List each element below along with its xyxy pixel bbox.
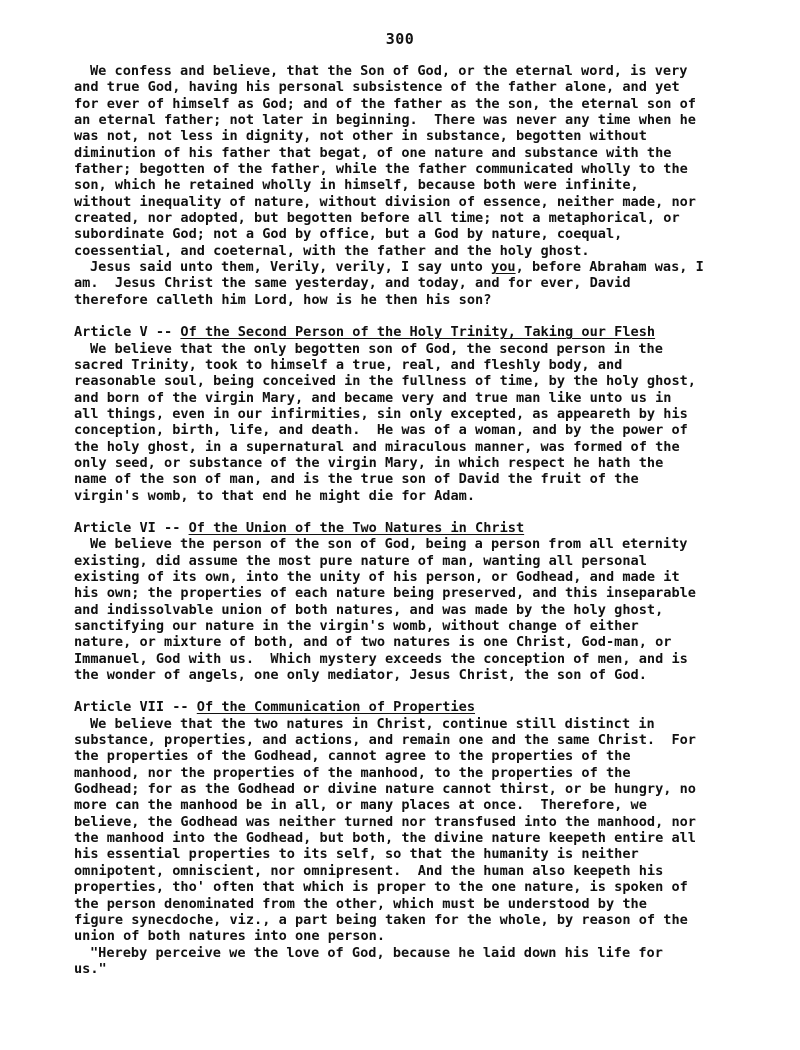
text-line: more can the manhood be in all, or many places at once. Therefore, we bbox=[74, 797, 647, 814]
quote-line: us." bbox=[74, 960, 107, 977]
text-line: am. Jesus Christ the same yesterday, and today, and for ever, David bbox=[74, 275, 631, 292]
page-number: 300 bbox=[385, 30, 415, 48]
text-line: and born of the virgin Mary, and became very and true man like unto us in bbox=[74, 389, 672, 406]
article-heading bbox=[74, 324, 734, 340]
intro-section bbox=[74, 63, 734, 308]
text-line: We confess and believe, that the Son of God, or the eternal word, is very bbox=[90, 63, 688, 79]
text-line: name of the son of man, and is the true son of David the fruit of the bbox=[74, 471, 639, 488]
text-line: the properties of the Godhead, cannot agree to the properties of the bbox=[74, 748, 631, 765]
page-body bbox=[74, 63, 734, 977]
quote-line: "Hereby perceive we the love of God, because he laid down his life for bbox=[90, 944, 663, 961]
text-line: created, nor adopted, but begotten before all time; not a metaphorical, or bbox=[74, 210, 680, 227]
article-prefix: Article V -- bbox=[74, 324, 181, 341]
text-line: We believe the person of the son of God, being a person from all eternity bbox=[90, 536, 688, 553]
text-line: sacred Trinity, took to himself a true, real, and fleshly body, and bbox=[74, 356, 623, 373]
text-line: without inequality of nature, without division of essence, neither made, nor bbox=[74, 193, 696, 210]
article-title: Of the Communication of Properties bbox=[196, 699, 476, 716]
text-line: substance, properties, and actions, and remain one and the same Christ. For bbox=[74, 732, 696, 749]
text-line: omnipotent, omniscient, nor omnipresent. And the human also keepeth his bbox=[74, 862, 664, 879]
text-line: diminution of his father that begat, of one nature and substance with the bbox=[74, 144, 672, 161]
text-line: figure synecdoche, viz., a part being taken for the whole, by reason of the bbox=[74, 911, 688, 928]
article-title: Of the Second Person of the Holy Trinity, Taking our Flesh bbox=[180, 324, 656, 341]
article-prefix: Article VI -- bbox=[74, 519, 189, 536]
text-line: the person denominated from the other, which must be understood by the bbox=[74, 895, 647, 912]
article-heading bbox=[74, 699, 734, 715]
text-line: therefore calleth him Lord, how is he then his son? bbox=[74, 291, 492, 308]
article-5-section bbox=[74, 324, 734, 504]
article-heading bbox=[74, 520, 734, 536]
text-line: manhood, nor the properties of the manhood, to the properties of the bbox=[74, 764, 631, 781]
article-6-section bbox=[74, 520, 734, 683]
text-line: son, which he retained wholly in himself, because both were infinite, bbox=[74, 177, 639, 194]
underlined-word: you bbox=[491, 259, 516, 276]
text-line: properties, tho' often that which is proper to the one nature, is spoken of bbox=[74, 879, 688, 896]
text-line: nature, or mixture of both, and of two natures is one Christ, God-man, or bbox=[74, 634, 672, 651]
text-line: subordinate God; not a God by office, but a God by nature, coequal, bbox=[74, 226, 623, 243]
article-title: Of the Union of the Two Natures in Christ bbox=[188, 519, 525, 536]
text-line: for ever of himself as God; and of the father as the son, the eternal son of bbox=[74, 95, 696, 112]
text-line: was not, not less in dignity, not other in substance, begotten without bbox=[74, 128, 647, 145]
text-line: reasonable soul, being conceived in the fullness of time, by the holy ghost, bbox=[74, 373, 696, 390]
text-line: only seed, or substance of the virgin Mary, in which respect he hath the bbox=[74, 454, 664, 471]
text-line: the wonder of angels, one only mediator, Jesus Christ, the son of God. bbox=[74, 667, 647, 684]
text-line: We believe that the two natures in Christ, continue still distinct in bbox=[90, 715, 655, 732]
text-line: virgin's womb, to that end he might die for Adam. bbox=[74, 487, 476, 504]
text-line: existing of its own, into the unity of his person, or Godhead, and made it bbox=[74, 568, 680, 585]
text-line: his own; the properties of each nature being preserved, and this inseparable bbox=[74, 585, 696, 602]
text-line: and true God, having his personal subsistence of the father alone, and yet bbox=[74, 79, 680, 96]
text-line: sanctifying our nature in the virgin's womb, without change of either bbox=[74, 618, 639, 634]
text-line: and indissolvable union of both natures, and was made by the holy ghost, bbox=[74, 601, 664, 618]
text-line: We believe that the only begotten son of God, the second person in the bbox=[90, 340, 663, 357]
text-line: all things, even in our infirmities, sin only excepted, as appeareth by his bbox=[74, 405, 688, 422]
text-line: father; begotten of the father, while the father communicated wholly to the bbox=[74, 161, 688, 178]
text-line: coessential, and coeternal, with the father and the holy ghost. bbox=[74, 242, 590, 259]
text-line: Godhead; for as the Godhead or divine nature cannot thirst, or be hungry, no bbox=[74, 781, 696, 798]
text-line: conception, birth, life, and death. He was of a woman, and by the power of bbox=[74, 422, 688, 439]
text-line: his essential properties to its self, so that the humanity is neither bbox=[74, 846, 639, 863]
scripture-text: , before Abraham was, I bbox=[515, 259, 704, 276]
text-line: the manhood into the Godhead, but both, the divine nature keepeth entire all bbox=[74, 830, 696, 847]
article-7-section bbox=[74, 699, 734, 977]
text-line: existing, did assume the most pure nature of man, wanting all personal bbox=[74, 552, 647, 569]
text-line: union of both natures into one person. bbox=[74, 928, 385, 945]
text-line: believe, the Godhead was neither turned nor transfused into the manhood, nor bbox=[74, 813, 696, 830]
text-line: an eternal father; not later in beginning. There was never any time when he bbox=[74, 112, 696, 129]
scripture-text: Jesus said unto them, Verily, verily, I say unto bbox=[90, 259, 492, 276]
scripture-line bbox=[74, 259, 734, 275]
text-line: Immanuel, God with us. Which mystery exceeds the conception of men, and is bbox=[74, 650, 688, 667]
article-prefix: Article VII -- bbox=[74, 699, 197, 716]
text-line: the holy ghost, in a supernatural and miraculous manner, was formed of the bbox=[74, 438, 680, 455]
